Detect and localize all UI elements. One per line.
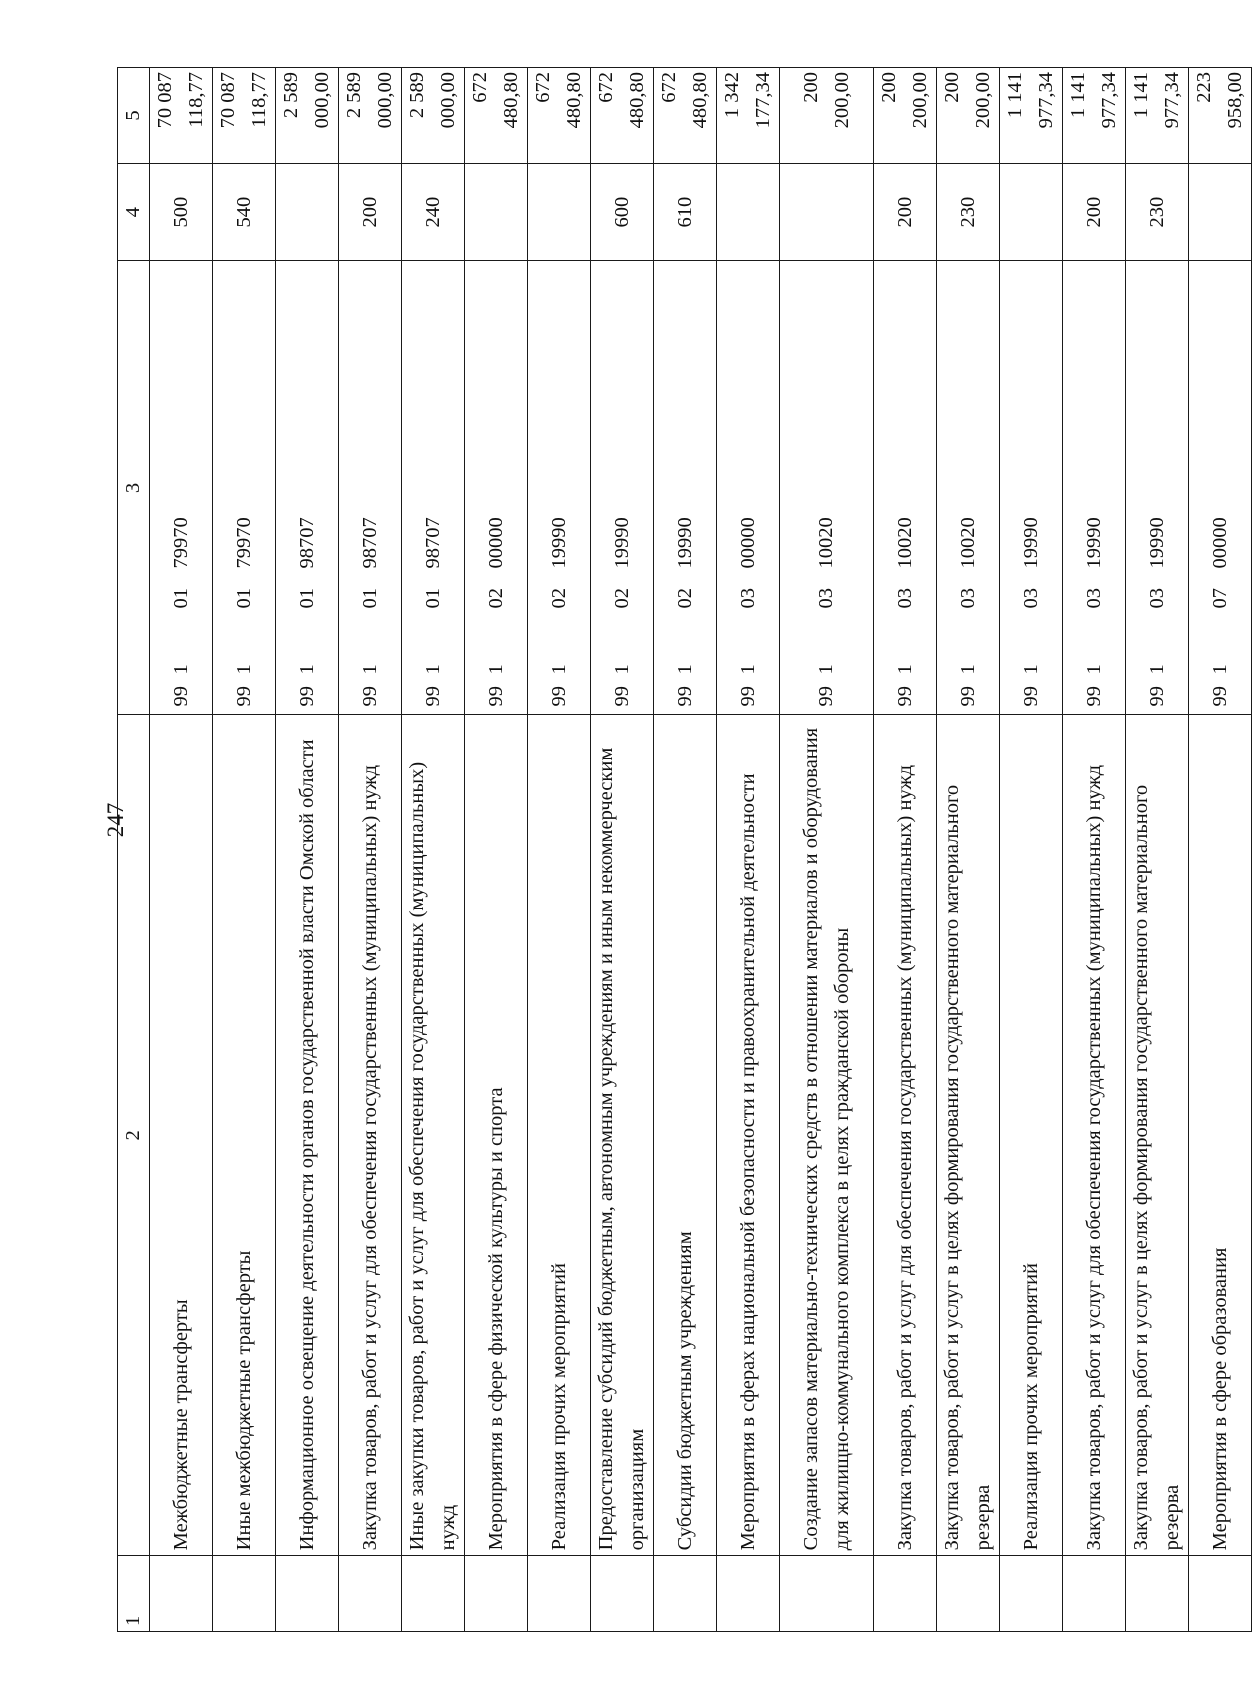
table-row (276, 68, 339, 1632)
code-program: 99 (295, 685, 318, 707)
row-code-cell (465, 261, 528, 715)
code-program: 99 (956, 685, 979, 707)
code-subprogram: 1 (1145, 664, 1168, 675)
table-row (1126, 68, 1189, 1632)
code-section: 03 (893, 587, 916, 609)
row-name-cell: Реализация прочих мероприятий (528, 715, 591, 1556)
code-parts (1205, 261, 1236, 714)
row-name-cell: Иные межбюджетные трансферты (213, 715, 276, 1556)
header-row (118, 68, 150, 1632)
row-name-cell: Иные закупки товаров, работ и услуг для обеспечения государственных (муниципальных) нужд (402, 715, 465, 1556)
row-number-cell (339, 1556, 402, 1632)
code-parts (1016, 261, 1047, 714)
code-direction: 00000 (736, 517, 759, 569)
code-direction: 19990 (547, 517, 570, 569)
code-parts (1079, 261, 1110, 714)
code-program: 99 (1082, 685, 1105, 707)
code-parts (229, 261, 260, 714)
code-parts (481, 261, 512, 714)
code-section: 03 (1019, 587, 1042, 609)
code-program: 99 (232, 685, 255, 707)
row-number-cell (465, 1556, 528, 1632)
row-code-cell (937, 261, 1000, 715)
code-program: 99 (421, 685, 444, 707)
code-direction: 19990 (1082, 517, 1105, 569)
row-number-cell (528, 1556, 591, 1632)
code-subprogram: 1 (547, 664, 570, 675)
row-amount-cell: 200 200,00 (874, 68, 937, 164)
row-number-cell (276, 1556, 339, 1632)
code-direction: 98707 (295, 517, 318, 569)
table-row (150, 68, 213, 1632)
code-direction: 19990 (673, 517, 696, 569)
row-amount-cell: 2 589 000,00 (276, 68, 339, 164)
row-name-cell: Закупка товаров, работ и услуг для обеспечения государственных (муниципальных) нужд (874, 715, 937, 1556)
code-direction: 00000 (484, 517, 507, 569)
row-code-cell (1189, 261, 1252, 715)
code-subprogram: 1 (484, 664, 507, 675)
code-program: 99 (610, 685, 633, 707)
table-row (1000, 68, 1063, 1632)
code-parts (607, 261, 638, 714)
row-expense-type-cell (276, 163, 339, 261)
code-section: 07 (1208, 587, 1231, 609)
code-parts (890, 261, 921, 714)
row-expense-type-cell: 230 (1126, 163, 1189, 261)
code-program: 99 (358, 685, 381, 707)
row-number-cell (654, 1556, 717, 1632)
code-direction: 10020 (956, 517, 979, 569)
row-amount-cell: 672 480,80 (654, 68, 717, 164)
code-parts (166, 261, 197, 714)
row-name-cell: Межбюджетные трансферты (150, 715, 213, 1556)
header-col-5: 5 (118, 68, 150, 164)
code-section: 02 (610, 587, 633, 609)
code-subprogram: 1 (1082, 664, 1105, 675)
row-code-cell (1126, 261, 1189, 715)
row-number-cell (1189, 1556, 1252, 1632)
code-section: 02 (547, 587, 570, 609)
table-row (654, 68, 717, 1632)
row-amount-cell: 200 200,00 (780, 68, 874, 164)
table-row (528, 68, 591, 1632)
table-row (213, 68, 276, 1632)
code-program: 99 (547, 685, 570, 707)
code-direction: 19990 (1019, 517, 1042, 569)
budget-table (117, 67, 1252, 1632)
row-amount-cell: 1 141 977,34 (1000, 68, 1063, 164)
code-subprogram: 1 (893, 664, 916, 675)
row-code-cell (339, 261, 402, 715)
code-program: 99 (1019, 685, 1042, 707)
code-program: 99 (1208, 685, 1231, 707)
row-code-cell (213, 261, 276, 715)
row-name-cell: Мероприятия в сферах национальной безопасности и правоохранительной деятельности (717, 715, 780, 1556)
row-name-cell: Мероприятия в сфере образования (1189, 715, 1252, 1556)
code-section: 03 (1082, 587, 1105, 609)
code-subprogram: 1 (736, 664, 759, 675)
code-section: 01 (169, 587, 192, 609)
code-program: 99 (169, 685, 192, 707)
table-row (1189, 68, 1252, 1632)
row-amount-cell: 672 480,80 (528, 68, 591, 164)
code-program: 99 (1145, 685, 1168, 707)
row-number-cell (402, 1556, 465, 1632)
row-amount-cell: 2 589 000,00 (339, 68, 402, 164)
row-expense-type-cell (717, 163, 780, 261)
code-subprogram: 1 (1019, 664, 1042, 675)
row-name-cell: Реализация прочих мероприятий (1000, 715, 1063, 1556)
row-expense-type-cell (465, 163, 528, 261)
row-expense-type-cell: 200 (339, 163, 402, 261)
code-section: 03 (736, 587, 759, 609)
header-col-2: 2 (118, 715, 150, 1556)
table-row (591, 68, 654, 1632)
row-amount-cell: 223 958,00 (1189, 68, 1252, 164)
row-number-cell (1000, 1556, 1063, 1632)
table-row (937, 68, 1000, 1632)
header-col-1: 1 (118, 1556, 150, 1632)
row-number-cell (874, 1556, 937, 1632)
row-number-cell (780, 1556, 874, 1632)
table-row (874, 68, 937, 1632)
row-number-cell (591, 1556, 654, 1632)
row-number-cell (717, 1556, 780, 1632)
code-section: 03 (1145, 587, 1168, 609)
row-code-cell (654, 261, 717, 715)
row-amount-cell: 1 141 977,34 (1063, 68, 1126, 164)
row-code-cell (874, 261, 937, 715)
header-col-3: 3 (118, 261, 150, 715)
code-direction: 79970 (232, 517, 255, 569)
row-expense-type-cell: 200 (1063, 163, 1126, 261)
row-number-cell (1063, 1556, 1126, 1632)
row-amount-cell: 2 589 000,00 (402, 68, 465, 164)
row-number-cell (937, 1556, 1000, 1632)
row-amount-cell: 70 087 118,77 (150, 68, 213, 164)
row-amount-cell: 672 480,80 (591, 68, 654, 164)
row-expense-type-cell: 200 (874, 163, 937, 261)
row-expense-type-cell (1189, 163, 1252, 261)
row-expense-type-cell: 500 (150, 163, 213, 261)
row-code-cell (528, 261, 591, 715)
row-name-cell: Информационное освещение деятельности органов государственной власти Омской области (276, 715, 339, 1556)
code-parts (418, 261, 449, 714)
row-code-cell (1063, 261, 1126, 715)
row-code-cell (591, 261, 654, 715)
header-col-4: 4 (118, 163, 150, 261)
row-code-cell (780, 261, 874, 715)
code-direction: 79970 (169, 517, 192, 569)
code-subprogram: 1 (421, 664, 444, 675)
row-amount-cell: 70 087 118,77 (213, 68, 276, 164)
code-parts (1142, 261, 1173, 714)
row-name-cell: Закупка товаров, работ и услуг для обеспечения государственных (муниципальных) нужд (1063, 715, 1126, 1556)
code-direction: 10020 (815, 517, 837, 569)
code-subprogram: 1 (1208, 664, 1231, 675)
row-name-cell: Закупка товаров, работ и услуг в целях формирования государственного материального резерва (937, 715, 1000, 1556)
row-expense-type-cell (1000, 163, 1063, 261)
code-program: 99 (673, 685, 696, 707)
code-subprogram: 1 (295, 664, 318, 675)
code-subprogram: 1 (673, 664, 696, 675)
code-section: 03 (815, 587, 837, 609)
code-subprogram: 1 (358, 664, 381, 675)
code-program: 99 (815, 685, 837, 707)
code-parts (811, 261, 842, 714)
rotated-table-container (117, 67, 1246, 1632)
code-program: 99 (484, 685, 507, 707)
row-amount-cell: 672 480,80 (465, 68, 528, 164)
row-expense-type-cell: 600 (591, 163, 654, 261)
table-row (339, 68, 402, 1632)
row-name-cell: Создание запасов материально-технических средств в отношении материалов и оборудования для жилищно-коммунального комплекса в целях гражданской обороны (780, 715, 874, 1556)
table-row (1063, 68, 1126, 1632)
code-section: 01 (232, 587, 255, 609)
table-row (780, 68, 874, 1632)
row-code-cell (1000, 261, 1063, 715)
table-row (717, 68, 780, 1632)
table-row (402, 68, 465, 1632)
row-amount-cell: 1 141 977,34 (1126, 68, 1189, 164)
code-section: 02 (673, 587, 696, 609)
code-section: 01 (295, 587, 318, 609)
code-parts (733, 261, 764, 714)
row-name-cell: Предоставление субсидий бюджетным, автономным учреждениям и иным некоммерческим организациям (591, 715, 654, 1556)
code-direction: 00000 (1208, 517, 1231, 569)
code-parts (544, 261, 575, 714)
code-parts (670, 261, 701, 714)
row-code-cell (717, 261, 780, 715)
code-parts (355, 261, 386, 714)
table-row (465, 68, 528, 1632)
code-direction: 98707 (358, 517, 381, 569)
row-amount-cell: 1 342 177,34 (717, 68, 780, 164)
row-name-cell: Мероприятия в сфере физической культуры и спорта (465, 715, 528, 1556)
row-number-cell (213, 1556, 276, 1632)
code-section: 01 (421, 587, 444, 609)
row-name-cell: Закупка товаров, работ и услуг в целях формирования государственного материального резерва (1126, 715, 1189, 1556)
row-expense-type-cell: 540 (213, 163, 276, 261)
row-expense-type-cell: 230 (937, 163, 1000, 261)
code-subprogram: 1 (610, 664, 633, 675)
code-section: 01 (358, 587, 381, 609)
code-direction: 98707 (421, 517, 444, 569)
code-direction: 19990 (1145, 517, 1168, 569)
code-subprogram: 1 (232, 664, 255, 675)
row-code-cell (402, 261, 465, 715)
row-number-cell (1126, 1556, 1189, 1632)
code-direction: 10020 (893, 517, 916, 569)
row-name-cell: Субсидии бюджетным учреждениям (654, 715, 717, 1556)
row-name-cell: Закупка товаров, работ и услуг для обеспечения государственных (муниципальных) нужд (339, 715, 402, 1556)
code-section: 02 (484, 587, 507, 609)
code-parts (292, 261, 323, 714)
row-expense-type-cell: 240 (402, 163, 465, 261)
row-number-cell (150, 1556, 213, 1632)
row-amount-cell: 200 200,00 (937, 68, 1000, 164)
code-program: 99 (893, 685, 916, 707)
code-subprogram: 1 (169, 664, 192, 675)
code-parts (953, 261, 984, 714)
code-subprogram: 1 (815, 664, 837, 675)
row-expense-type-cell: 610 (654, 163, 717, 261)
row-expense-type-cell (780, 163, 874, 261)
code-direction: 19990 (610, 517, 633, 569)
page-number: 247 (103, 802, 128, 838)
code-section: 03 (956, 587, 979, 609)
row-expense-type-cell (528, 163, 591, 261)
code-subprogram: 1 (956, 664, 979, 675)
row-code-cell (276, 261, 339, 715)
row-code-cell (150, 261, 213, 715)
code-program: 99 (736, 685, 759, 707)
